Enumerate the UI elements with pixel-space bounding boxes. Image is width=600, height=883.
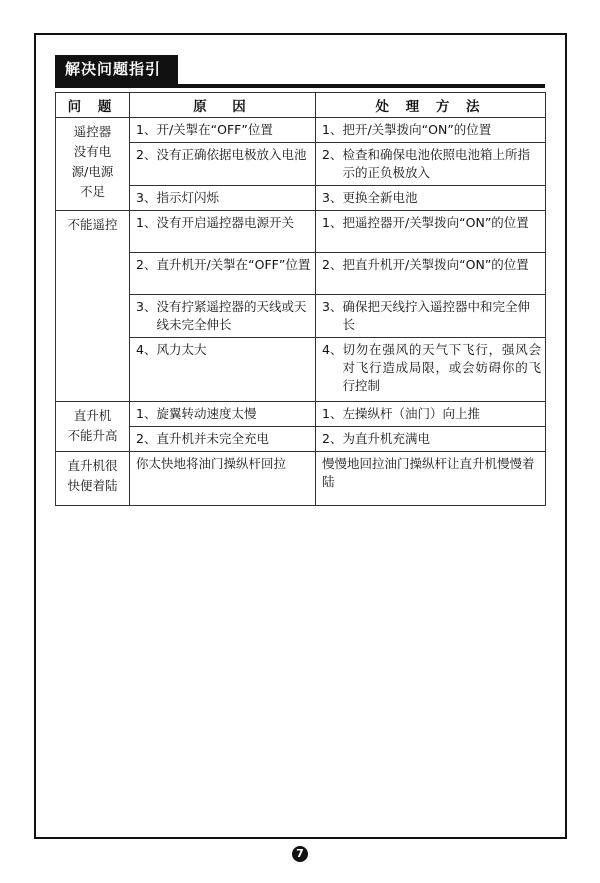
solution-cell xyxy=(316,452,546,506)
solution-text: 切勿在强风的天气下飞行，强风会对飞行造成局限，或会妨碍你的飞行控制 xyxy=(342,342,541,393)
solution-number: 1、 xyxy=(322,215,343,230)
cause-cell xyxy=(130,295,316,338)
cause-cell xyxy=(130,338,316,402)
cause-cell xyxy=(130,452,316,506)
problem-line: 不足 xyxy=(79,184,105,199)
solution-cell xyxy=(316,295,546,338)
problem-line: 没有电 xyxy=(73,144,112,159)
solution-number: 4、 xyxy=(322,342,343,357)
troubleshooting-table xyxy=(55,92,546,506)
section-title: 解决问题指引 xyxy=(55,55,178,84)
solution-text: 把遥控器开/关掣拨向“ON”的位置 xyxy=(342,215,529,230)
solution-text: 为直升机充满电 xyxy=(342,431,430,446)
cause-cell xyxy=(130,253,316,295)
solution-text: 把开/关掣拨向“ON”的位置 xyxy=(342,122,492,137)
cause-cell xyxy=(130,118,316,143)
solution-text: 慢慢地回拉油门操纵杆让直升机慢慢着陆 xyxy=(322,456,535,489)
cause-text: 旋翼转动速度太慢 xyxy=(156,406,257,421)
table-row xyxy=(56,338,546,402)
cause-text: 指示灯闪烁 xyxy=(156,190,219,205)
cause-text: 风力太大 xyxy=(156,342,207,357)
table-row xyxy=(56,402,546,427)
cause-cell xyxy=(130,186,316,211)
solution-cell xyxy=(316,338,546,402)
solution-number: 3、 xyxy=(322,190,343,205)
table-row xyxy=(56,118,546,143)
table-row xyxy=(56,452,546,506)
cause-text: 没有开启遥控器电源开关 xyxy=(156,215,294,230)
table-row xyxy=(56,143,546,186)
problem-cell xyxy=(56,452,130,506)
cause-number: 2、 xyxy=(136,431,157,446)
solution-number: 2、 xyxy=(322,257,343,272)
problem-line: 直升机很 xyxy=(67,458,118,473)
solution-number: 3、 xyxy=(322,299,343,314)
problem-cell xyxy=(56,118,130,211)
solution-number: 1、 xyxy=(322,406,343,421)
header-solution: 处 理 方 法 xyxy=(316,93,546,118)
cause-text: 你太快地将油门操纵杆回拉 xyxy=(136,456,287,471)
table-header-row xyxy=(56,93,546,118)
table-row xyxy=(56,427,546,452)
page-number: 7 xyxy=(292,846,308,862)
cause-cell xyxy=(130,211,316,253)
solution-number: 2、 xyxy=(322,147,343,162)
solution-cell xyxy=(316,402,546,427)
header-cause: 原 因 xyxy=(130,93,316,118)
problem-line: 源/电源 xyxy=(71,164,114,179)
cause-text: 没有正确依据电极放入电池 xyxy=(156,147,307,162)
cause-text: 开/关掣在“OFF”位置 xyxy=(156,122,273,137)
table-row xyxy=(56,211,546,253)
cause-number: 1、 xyxy=(136,406,157,421)
cause-text: 没有拧紧遥控器的天线或天线未完全伸长 xyxy=(156,299,307,332)
solution-cell xyxy=(316,186,546,211)
solution-cell xyxy=(316,143,546,186)
solution-text: 确保把天线拧入遥控器中和完全伸长 xyxy=(342,299,530,332)
cause-cell xyxy=(130,402,316,427)
cause-text: 直升机开/关掣在“OFF”位置 xyxy=(156,257,311,272)
cause-number: 2、 xyxy=(136,147,157,162)
cause-number: 1、 xyxy=(136,215,157,230)
table-row xyxy=(56,253,546,295)
problem-line: 快便着陆 xyxy=(67,478,118,493)
solution-text: 把直升机开/关掣拨向“ON”的位置 xyxy=(342,257,529,272)
solution-text: 更换全新电池 xyxy=(342,190,418,205)
problem-line: 直升机 xyxy=(73,408,112,423)
cause-cell xyxy=(130,143,316,186)
table-row xyxy=(56,295,546,338)
table-row xyxy=(56,186,546,211)
title-rule xyxy=(55,84,545,88)
cause-number: 3、 xyxy=(136,190,157,205)
cause-number: 4、 xyxy=(136,342,157,357)
solution-text: 左操纵杆（油门）向上推 xyxy=(342,406,480,421)
problem-line: 不能升高 xyxy=(67,428,118,443)
cause-number: 3、 xyxy=(136,299,157,314)
problem-line: 遥控器 xyxy=(73,124,112,139)
cause-text: 直升机并未完全充电 xyxy=(156,431,269,446)
solution-cell xyxy=(316,427,546,452)
solution-cell xyxy=(316,253,546,295)
header-problem: 问 题 xyxy=(56,93,130,118)
problem-line: 不能遥控 xyxy=(67,217,118,232)
solution-cell xyxy=(316,211,546,253)
solution-cell xyxy=(316,118,546,143)
cause-number: 1、 xyxy=(136,122,157,137)
solution-number: 2、 xyxy=(322,431,343,446)
solution-number: 1、 xyxy=(322,122,343,137)
cause-number: 2、 xyxy=(136,257,157,272)
problem-cell xyxy=(56,402,130,452)
problem-cell xyxy=(56,211,130,402)
solution-text: 检查和确保电池依照电池箱上所指示的正负极放入 xyxy=(342,147,530,180)
cause-cell xyxy=(130,427,316,452)
